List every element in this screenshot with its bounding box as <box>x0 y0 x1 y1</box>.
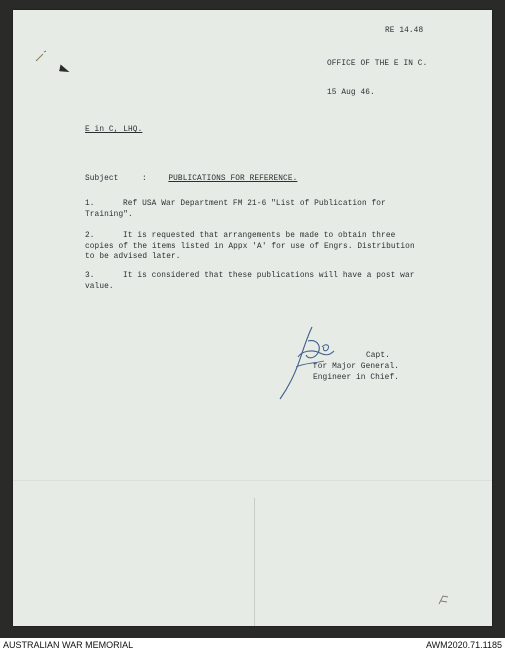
signature-for: for Major General. <box>313 363 400 371</box>
paragraph-1 <box>85 199 415 220</box>
letter-body <box>13 10 492 626</box>
document-page <box>13 10 492 626</box>
archive-footer <box>0 638 505 653</box>
paragraph-number: 1. <box>85 200 95 208</box>
office-heading: OFFICE OF THE E IN C. <box>327 60 428 68</box>
addressee: E in C, LHQ. <box>85 126 143 134</box>
handwritten-signature <box>268 323 348 403</box>
paragraph-text: Ref USA War Department FM 21-6 "List of Publication for Training". <box>85 200 386 219</box>
signature-title: Engineer in Chief. <box>313 374 400 382</box>
paragraph-text: It is requested that arrangements be made to obtain three copies of the items listed in Appx 'A' for use of Engrs. Distribution to be advised later. <box>85 232 415 261</box>
paragraph-number: 2. <box>85 232 95 240</box>
pencil-annotation <box>437 594 451 608</box>
footer-accession-number: AWM2020.71.1185 <box>425 640 502 650</box>
paragraph-text: It is considered that these publications will have a post war value. <box>85 272 415 291</box>
paragraph-2 <box>85 231 415 263</box>
subject-label: Subject <box>85 175 119 183</box>
paragraph-3 <box>85 271 415 292</box>
paragraph-number: 3. <box>85 272 95 280</box>
reference-number: RE 14.48 <box>385 27 424 35</box>
letter-date: 15 Aug 46. <box>327 89 375 97</box>
signature-rank: Capt. <box>366 352 390 360</box>
subject-text: PUBLICATIONS FOR REFERENCE. <box>168 175 298 183</box>
subject-separator: : <box>142 175 147 183</box>
subject-line <box>85 174 297 185</box>
footer-institution: AUSTRALIAN WAR MEMORIAL <box>3 640 134 650</box>
